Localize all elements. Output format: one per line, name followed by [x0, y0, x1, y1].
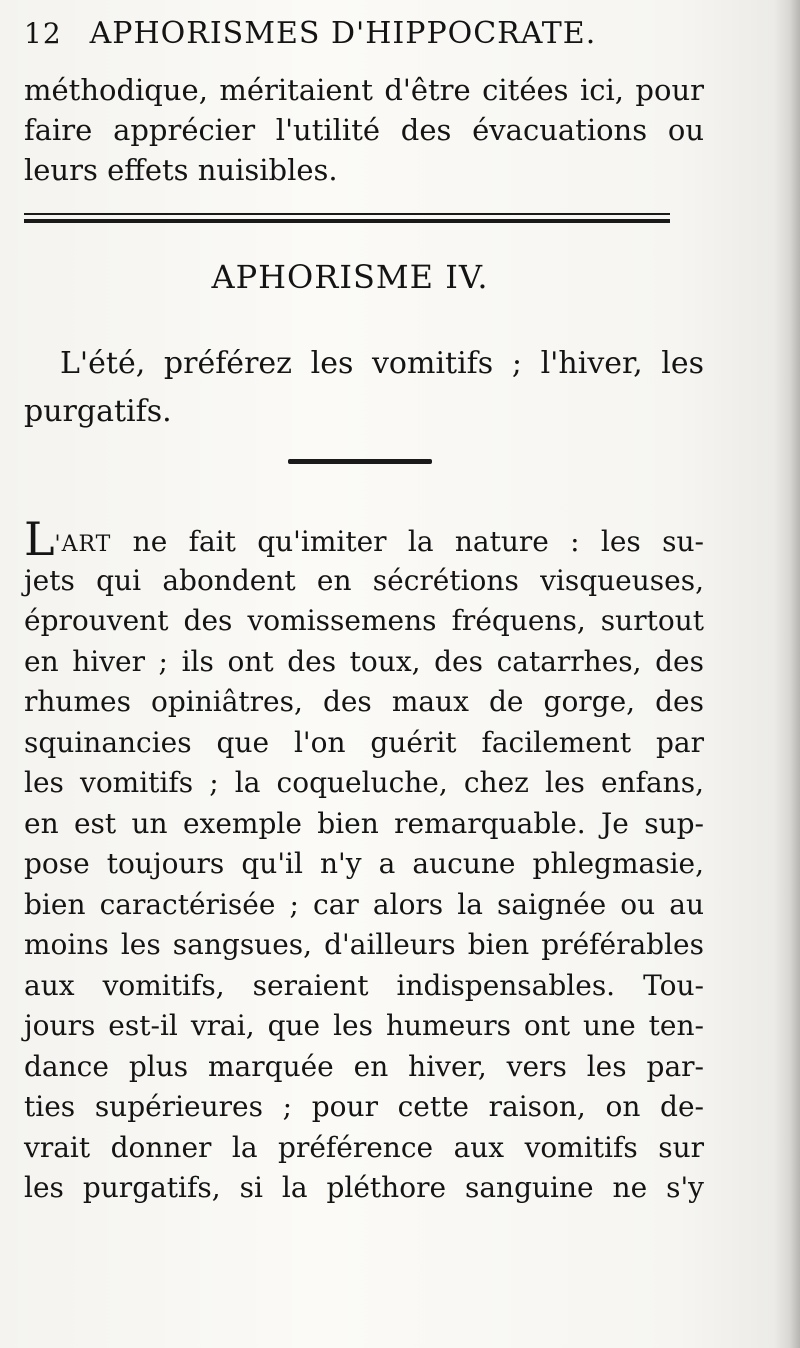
first-line-text: ne fait qu'imiter la nature : les su- [111, 525, 704, 558]
commentary-line: les purgatifs, si la pléthore sanguine ne s'y [24, 1171, 704, 1204]
commentary-line: dance plus marquée en hiver, vers les par- [24, 1049, 704, 1083]
commentary-line: rhumes opiniâtres, des maux de gorge, des [24, 685, 704, 718]
small-caps-word: 'ART [54, 532, 112, 557]
commentary-first-line [24, 512, 704, 566]
page-edge-shadow [774, 0, 800, 1348]
aphorism-text [24, 340, 704, 436]
running-head-title: APHORISMES D'HIPPOCRATE. [89, 16, 597, 51]
commentary-line: pose toujours qu'il n'y a aucune phlegmasie, [24, 847, 704, 880]
commentary-line: jets qui abondent en sécrétions visqueuses, [24, 563, 704, 597]
text-line: leurs effets nuisibles. [24, 153, 338, 187]
aphorism-line: L'été, préférez les vomitifs ; l'hiver, les [60, 346, 704, 381]
commentary-line: vrait donner la préférence aux vomitifs sur [24, 1130, 704, 1164]
drop-cap: L [24, 512, 55, 566]
continued-paragraph [24, 70, 704, 190]
double-rule-divider [24, 213, 670, 223]
text-line: méthodique, méritaient d'être citées ici, pour [24, 73, 704, 107]
text-line: faire apprécier l'utilité des évacuations ou [24, 113, 704, 147]
commentary-line: jours est-il vrai, que les humeurs ont une ten- [24, 1009, 704, 1042]
commentary-line: éprouvent des vomissemens fréquens, surtout [24, 604, 704, 637]
commentary-line: squinancies que l'on guérit facilement par [24, 725, 704, 759]
aphorism-heading: APHORISME IV. [211, 258, 489, 296]
commentary-line: bien caractérisée ; car alors la saignée ou au [24, 887, 704, 921]
commentary-line: aux vomitifs, seraient indispensables. Tou- [24, 968, 704, 1002]
commentary-line: en est un exemple bien remarquable. Je sup- [24, 806, 704, 840]
commentary-line: en hiver ; ils ont des toux, des catarrhes, des [24, 644, 704, 678]
commentary-paragraph [24, 512, 704, 1209]
running-head [24, 16, 724, 56]
page-number: 12 [24, 17, 62, 50]
aphorism-line: purgatifs. [24, 394, 172, 429]
commentary-line: les vomitifs ; la coqueluche, chez les enfans, [24, 766, 704, 799]
commentary-line: ties supérieures ; pour cette raison, on de- [24, 1090, 704, 1123]
short-rule-divider [288, 459, 432, 464]
commentary-line: moins les sangsues, d'ailleurs bien préférables [24, 928, 704, 961]
